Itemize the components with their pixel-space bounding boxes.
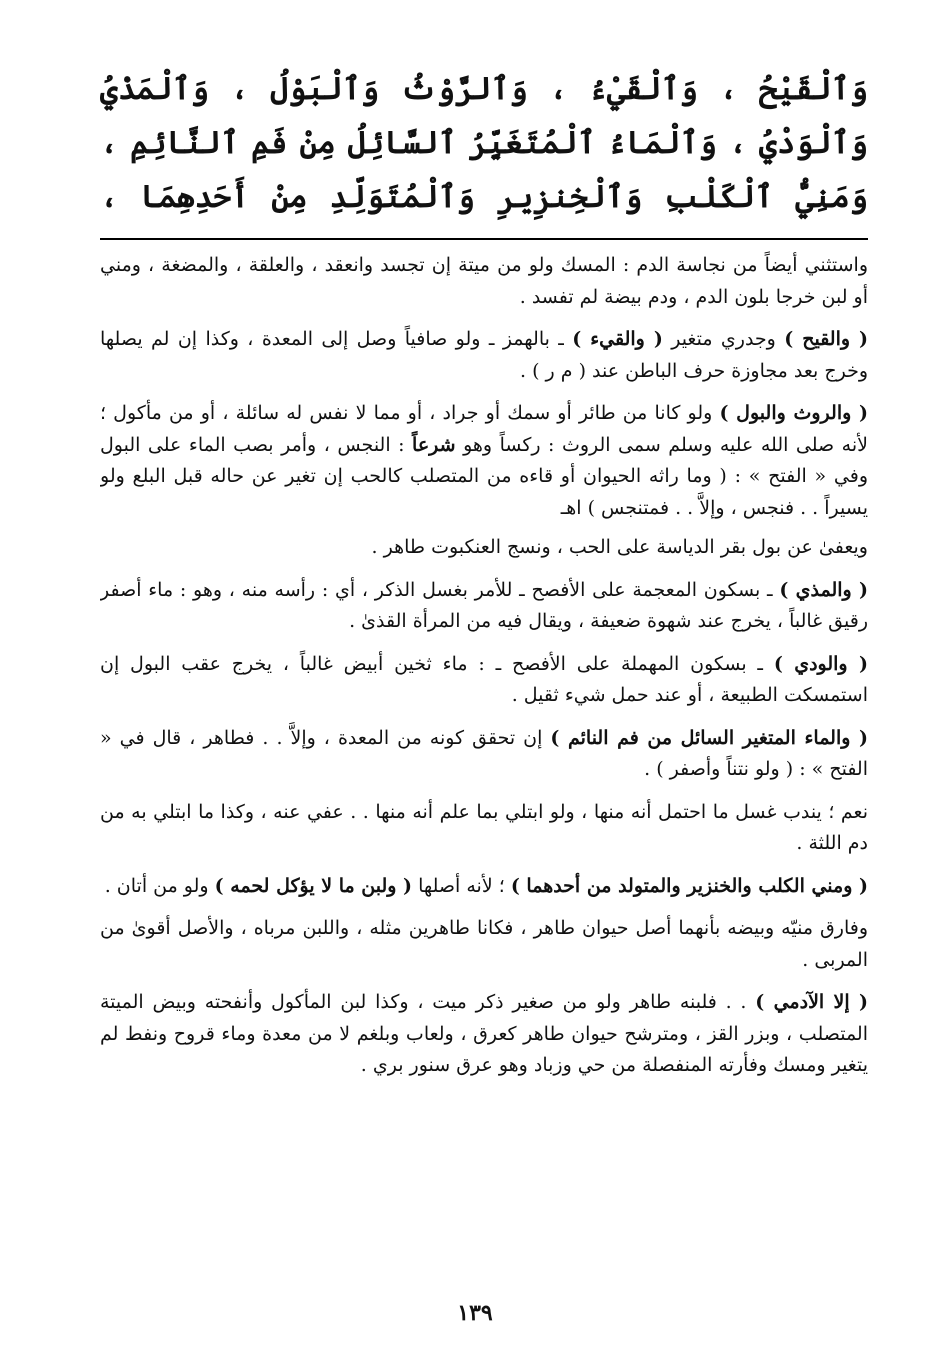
page-number: ١٣٩ — [457, 1300, 493, 1326]
commentary-block — [100, 250, 868, 1280]
commentary-paragraph: ( والماء المتغير السائل من فم النائم ) إن تحقق كونه من المعدة ، وإلاَّ . . فطاهر ، قال في « الفتح » : ( ولو نتناً وأصفر ) . — [100, 726, 868, 780]
commentary-paragraph: واستثني أيضاً من نجاسة الدم : المسك ولو من ميتة إن تجسد وانعقد ، والعلقة ، والمضغة ، ومني أو لبن خرجا بلون الدم ، ودم بيضة لم تفسد . — [100, 254, 868, 308]
matn-text: وَٱلْقَيْحُ ، وَٱلْقَيْءُ ، وَٱلرَّوْثُ وَٱلْبَوْلُ ، وَٱلْمَذْيُ وَٱلْوَدْيُ ، وَٱلْمَاءُ ٱلْمُتَغَيِّرُ ٱلسَّائِلُ مِنْ فَمِ ٱلنَّائِمِ ، وَمَنِيُّ ٱلْكَلْبِ وَٱلْخِنزِيرِ وَٱلْمُتَوَلِّدِ مِنْ أَحَدِهِمَا ، — [100, 71, 868, 215]
commentary-paragraph: نعم ؛ يندب غسل ما احتمل أنه منها ، ولو ابتلي بما علم أنه منها . . عفي عنه ، وكذا ما ابتلي به من دم اللثة . — [100, 800, 868, 854]
commentary-paragraph: ( ومني الكلب والخنزير والمتولد من أحدهما ) ؛ لأنه أصلها ( ولبن ما لا يؤكل لحمه ) ولو من أتان . — [104, 874, 868, 897]
separator-rule — [100, 238, 868, 240]
commentary-paragraph: ( والقيح ) وجدري متغير ( والقيء ) ـ بالهمز ـ ولو صافياً وصل إلى المعدة ، وكذا إن لم يصلها وخرج بعد مجاوزة حرف الباطن عند ( م ر ) . — [100, 328, 868, 382]
commentary-paragraph: ( والروث والبول ) ولو كانا من طائر أو سمك أو جراد ، أو مما لا نفس له سائلة ، أو من مأكول ؛ لأنه صلى الله عليه وسلم سمى الروث : ركساً وهو شرعاً : النجس ، وأمر بصب الماء على البول وفي « الفتح » : ( وما راثه الحيوان أو قاءه من المتصلب كالحب إن تغير عن حاله قبل البلع ولو يسيراً . . فنجس ، وإلاَّ . . فمتنجس ) اهـ — [100, 402, 868, 519]
commentary-paragraph: ( والمذي ) ـ بسكون المعجمة على الأفصح ـ للأمر بغسل الذكر ، أي : رأسه منه ، وهو : ماء أصفر رقيق غالباً ، يخرج عند شهوة ضعيفة ، ويقال فيه من المرأة القذىٰ . — [100, 578, 868, 632]
commentary-paragraph: ( والودي ) ـ بسكون المهملة على الأفصح ـ : ماء ثخين أبيض غالباً ، يخرج عقب البول إن استمسكت الطبيعة ، أو عند حمل شيء ثقيل . — [100, 652, 868, 706]
commentary-paragraph: ( إلا الآدمي ) . . فلبنه طاهر ولو من صغير ذكر ميت ، وكذا لبن المأكول وأنفحته وبيض الميتة المتصلب ، وبزر القز ، ومترشح حيوان طاهر كعرق ، ولعاب وبلغم لا من معدة وماء قروح ونفط لم يتغير ومسك وفأرته المنفصلة من حي وزباد وهو عرق سنور بري . — [100, 991, 868, 1076]
commentary-paragraph: وفارق منيّه وبيضه بأنهما أصل حيوان طاهر ، فكانا طاهرين مثله ، واللبن مرباه ، والأصل أقوىٰ من المربى . — [100, 917, 868, 971]
commentary-paragraph: ويعفىٰ عن بول بقر الدياسة على الحب ، ونسج العنكبوت طاهر . — [371, 536, 868, 558]
matn-block — [100, 62, 868, 227]
